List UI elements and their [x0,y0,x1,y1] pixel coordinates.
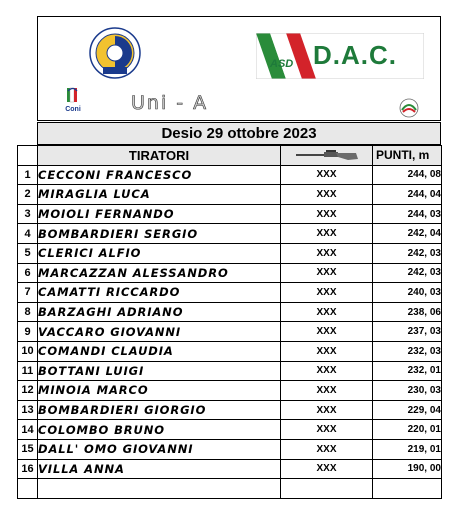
rank-cell: 16 [18,459,38,479]
weapon-cell: XXX [281,243,373,263]
rank-cell: 14 [18,420,38,440]
rank-cell: 15 [18,439,38,459]
weapon-cell: XXX [281,361,373,381]
coni-label: Coni [65,106,81,113]
weapon-cell: XXX [281,439,373,459]
shooter-name-cell: MIRAGLIA LUCA [38,185,281,205]
points-cell: 237, 03 [373,322,442,342]
rank-cell: 12 [18,381,38,401]
weapon-cell: XXX [281,341,373,361]
empty-cell [373,479,442,499]
club-prefix: ASD [270,58,294,70]
shooter-name-cell: CECCONI FRANCESCO [38,165,281,185]
shooting-federation-seal-icon [89,27,141,79]
weapon-cell: XXX [281,400,373,420]
table-row [18,439,442,459]
results-table [17,145,442,499]
weapon-header [281,146,373,166]
weapon-cell: XXX [281,263,373,283]
weapon-cell: XXX [281,322,373,342]
points-cell: 240, 03 [373,283,442,303]
points-cell: 229, 04 [373,400,442,420]
shooter-name-cell: VACCARO GIOVANNI [38,322,281,342]
event-date: Desio 29 ottobre 2023 [161,125,317,142]
table-row [18,185,442,205]
shooters-header: TIRATORI [38,146,281,166]
rifle-icon [296,149,358,161]
weapon-cell: XXX [281,283,373,303]
points-cell: 220, 01 [373,420,442,440]
points-cell: 242, 03 [373,263,442,283]
empty-row [18,479,442,499]
points-cell: 244, 04 [373,185,442,205]
points-cell: 242, 04 [373,224,442,244]
rank-cell: 6 [18,263,38,283]
rank-cell: 11 [18,361,38,381]
club-badge-icon [399,98,419,118]
points-cell: 219, 01 [373,439,442,459]
empty-cell [18,479,38,499]
results-body [18,165,442,498]
points-cell: 232, 03 [373,341,442,361]
rank-cell: 5 [18,243,38,263]
table-header-row [18,146,442,166]
rank-cell: 1 [18,165,38,185]
table-row [18,243,442,263]
shooter-name-cell: CAMATTI RICCARDO [38,283,281,303]
shooter-name-cell: BOMBARDIERI SERGIO [38,224,281,244]
points-cell: 232, 01 [373,361,442,381]
weapon-cell: XXX [281,185,373,205]
shooter-name-cell: MOIOLI FERNANDO [38,204,281,224]
table-row [18,381,442,401]
table-row [18,165,442,185]
weapon-cell: XXX [281,420,373,440]
rank-cell: 10 [18,341,38,361]
table-row [18,459,442,479]
shooter-name-cell: MARCAZZAN ALESSANDRO [38,263,281,283]
rank-cell: 2 [18,185,38,205]
table-row [18,322,442,342]
points-cell: 190, 00 [373,459,442,479]
shooter-name-cell: COMANDI CLAUDIA [38,341,281,361]
points-header: PUNTI, m [373,146,442,166]
shooter-name-cell: VILLA ANNA [38,459,281,479]
points-cell: 244, 03 [373,204,442,224]
shooter-name-cell: BOTTANI LUIGI [38,361,281,381]
table-row [18,224,442,244]
date-row [37,122,441,145]
club-name: D.A.C. [313,40,397,70]
weapon-cell: XXX [281,381,373,401]
coni-emblem-icon [60,86,86,116]
shooter-name-cell: BOMBARDIERI GIORGIO [38,400,281,420]
rank-cell: 4 [18,224,38,244]
shooter-name-cell: CLERICI ALFIO [38,243,281,263]
rank-cell: 9 [18,322,38,342]
weapon-cell: XXX [281,302,373,322]
table-row [18,341,442,361]
points-cell: 242, 03 [373,243,442,263]
empty-cell [281,479,373,499]
table-row [18,283,442,303]
competition-title: Uni - A [131,92,209,114]
rank-cell: 13 [18,400,38,420]
weapon-cell: XXX [281,204,373,224]
rank-cell: 3 [18,204,38,224]
rank-header [18,146,38,166]
weapon-cell: XXX [281,165,373,185]
table-row [18,400,442,420]
table-row [18,302,442,322]
shooter-name-cell: BARZAGHI ADRIANO [38,302,281,322]
table-row [18,361,442,381]
table-row [18,420,442,440]
shooter-name-cell: MINOIA MARCO [38,381,281,401]
points-cell: 230, 03 [373,381,442,401]
shooter-name-cell: DALL' OMO GIOVANNI [38,439,281,459]
weapon-cell: XXX [281,459,373,479]
rank-cell: 7 [18,283,38,303]
points-cell: 238, 06 [373,302,442,322]
table-row [18,204,442,224]
shooter-name-cell: COLOMBO BRUNO [38,420,281,440]
points-cell: 244, 08 [373,165,442,185]
rank-cell: 8 [18,302,38,322]
weapon-cell: XXX [281,224,373,244]
table-row [18,263,442,283]
empty-cell [38,479,281,499]
